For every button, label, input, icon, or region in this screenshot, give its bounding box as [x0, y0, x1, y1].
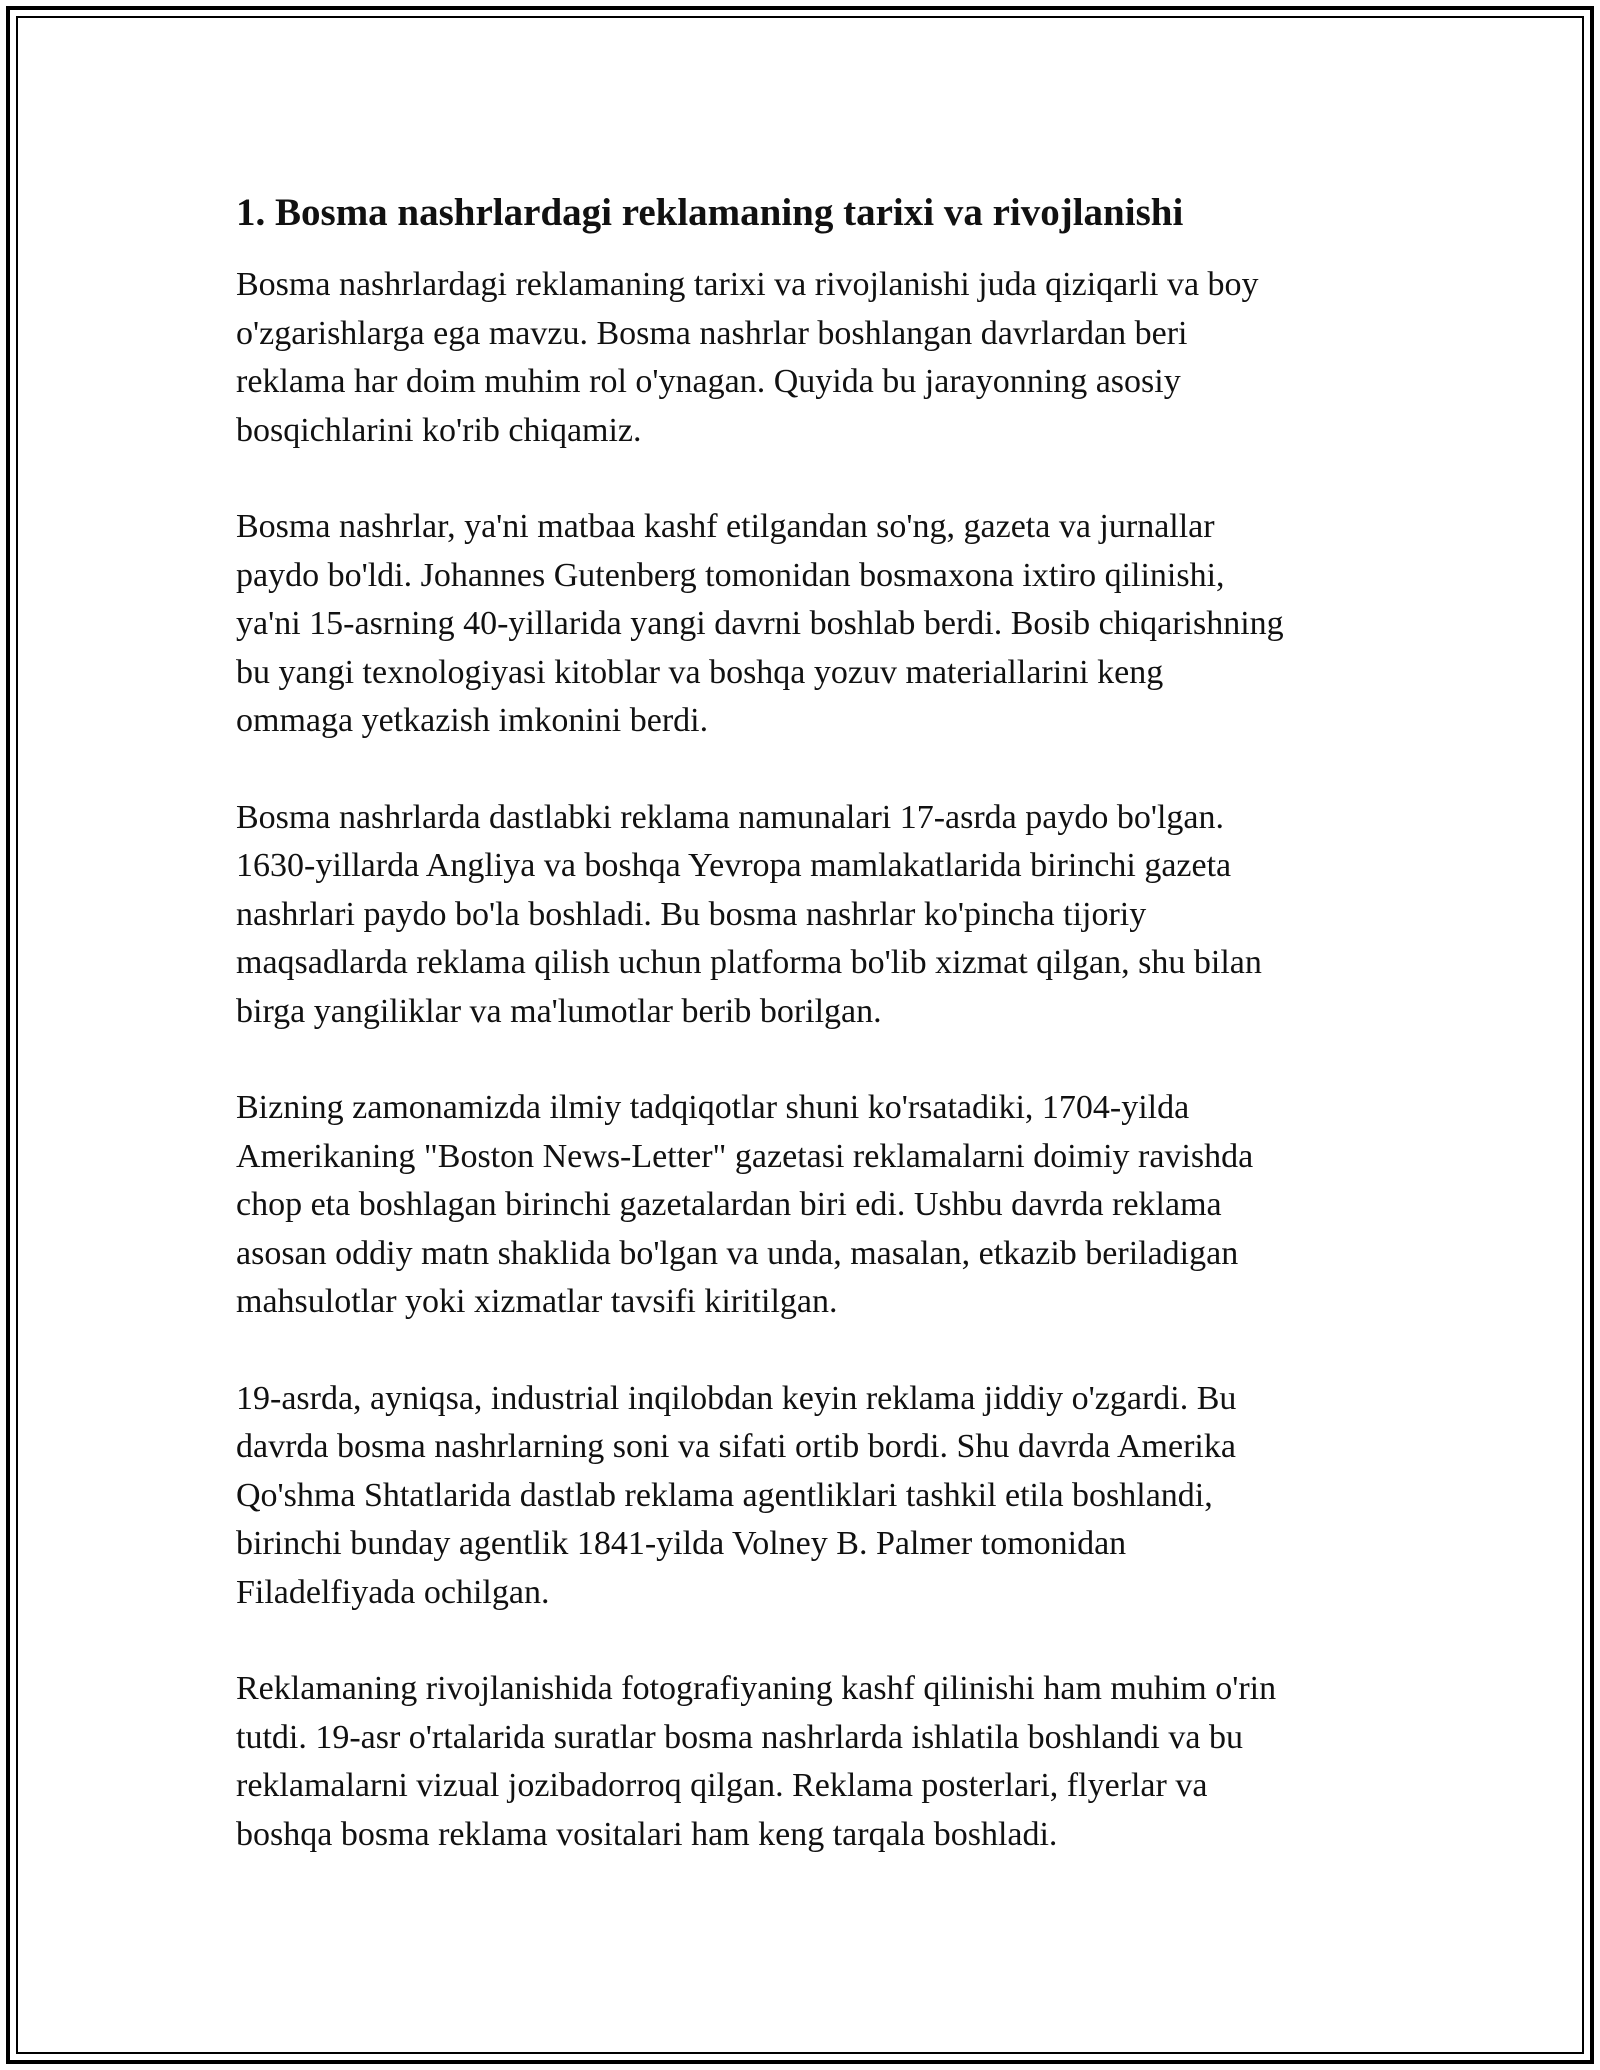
text-line: Bosma nashrlardagi reklamaning tarixi va rivojlanishi juda qiziqarli va boy [236, 266, 1259, 303]
document-body [236, 185, 1386, 1907]
text-line: 1630-yillarda Angliya va boshqa Yevropa mamlakatlarida birinchi gazeta [236, 847, 1232, 884]
text-line: 19-asrda, ayniqsa, industrial inqilobdan keyin reklama jiddiy o'zgardi. Bu [236, 1379, 1237, 1417]
text-line: ommaga yetkazish imkonini berdi. [236, 702, 709, 739]
paragraph-4 [236, 1084, 1386, 1327]
text-line: birinchi bunday agentlik 1841-yilda Volney B. Palmer tomonidan [236, 1525, 1127, 1562]
text-line: asosan oddiy matn shaklida bo'lgan va unda, masalan, etkazib beriladigan [236, 1234, 1239, 1272]
paragraph-3 [236, 794, 1386, 1037]
text-line: nashrlari paydo bo'la boshladi. Bu bosma nashrlar ko'pincha tijoriy [236, 895, 1147, 933]
text-line: Bosma nashrlarda dastlabki reklama namunalari 17-asrda paydo bo'lgan. [236, 798, 1225, 836]
section-heading: 1. Bosma nashrlardagi reklamaning tarixi va rivojlanishi [236, 191, 1184, 234]
text-line: Qo'shma Shtatlarida dastlab reklama agentliklari tashkil etila boshlandi, [236, 1476, 1213, 1514]
text-line: davrda bosma nashrlarning soni va sifati ortib bordi. Shu davrda Amerika [236, 1428, 1236, 1465]
text-line: chop eta boshlagan birinchi gazetalardan biri edi. Ushbu davrda reklama [236, 1186, 1222, 1223]
text-line: bosqichlarini ko'rib chiqamiz. [236, 411, 642, 449]
text-line: Reklamaning rivojlanishida fotografiyaning kashf qilinishi ham muhim o'rin [236, 1670, 1277, 1707]
text-line: paydo bo'ldi. Johannes Gutenberg tomonidan bosmaxona ixtiro qilinishi, [236, 556, 1225, 594]
text-line: boshqa bosma reklama vositalari ham keng tarqala boshladi. [236, 1815, 1058, 1853]
text-line: reklamalarni vizual jozibadorroq qilgan. Reklama posterlari, flyerlar va [236, 1767, 1208, 1804]
text-line: maqsadlarda reklama qilish uchun platforma bo'lib xizmat qilgan, shu bilan [236, 944, 1262, 981]
paragraph-5 [236, 1375, 1386, 1618]
text-line: tutdi. 19-asr o'rtalarida suratlar bosma nashrlarda ishlatila boshlandi va bu [236, 1718, 1243, 1756]
text-line: Amerikaning "Boston News-Letter" gazetasi reklamalarni doimiy ravishda [236, 1137, 1254, 1175]
text-line: o'zgarishlarga ega mavzu. Bosma nashrlar boshlangan davrlardan beri [236, 314, 1188, 352]
paragraph-6 [236, 1665, 1386, 1859]
text-line: Bosma nashrlar, ya'ni matbaa kashf etilgandan so'ng, gazeta va jurnallar [236, 508, 1215, 545]
text-line: mahsulotlar yoki xizmatlar tavsifi kiritilgan. [236, 1283, 838, 1320]
text-line: birga yangiliklar va ma'lumotlar berib borilgan. [236, 992, 882, 1030]
paragraph-2 [236, 503, 1386, 746]
text-line: ya'ni 15-asrning 40-yillarida yangi davrni boshlab berdi. Bosib chiqarishning [236, 605, 1284, 642]
text-line: bu yangi texnologiyasi kitoblar va boshqa yozuv materiallarini keng [236, 653, 1164, 691]
text-line: Filadelfiyada ochilgan. [236, 1573, 550, 1611]
paragraph-1 [236, 261, 1386, 455]
text-line: Bizning zamonamizda ilmiy tadqiqotlar shuni ko'rsatadiki, 1704-yilda [236, 1089, 1190, 1126]
text-line: reklama har doim muhim rol o'ynagan. Quyida bu jarayonning asosiy [236, 363, 1181, 400]
